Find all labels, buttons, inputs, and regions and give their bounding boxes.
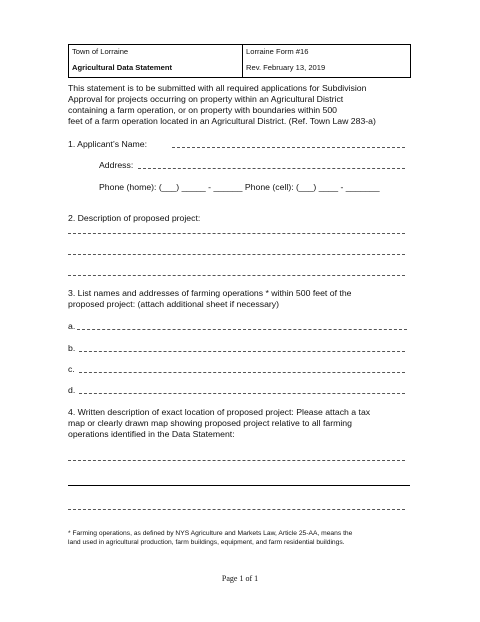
phone-fields[interactable]: Phone (home): (___) _____ - ______ Phone (cell): (___) ____ - _______ <box>99 182 380 192</box>
project-description-line-3[interactable] <box>68 275 405 276</box>
form-header-table <box>68 44 411 78</box>
footnote-line-1: * Farming operations, as defined by NYS Agriculture and Markets Law, Article 25-AA, means the <box>68 530 353 537</box>
town-name: Town of Lorraine <box>69 45 243 61</box>
footnote-line-2: land used in agricultural production, farm buildings, equipment, and farm residential buildings. <box>68 539 345 546</box>
farm-item-c-label: c. <box>68 364 75 374</box>
project-description-label: 2. Description of proposed project: <box>68 213 201 223</box>
project-description-line-1[interactable] <box>68 233 405 234</box>
farm-item-d-label: d. <box>68 385 76 395</box>
location-line-1[interactable] <box>68 460 405 461</box>
farm-item-d-field[interactable] <box>79 393 405 394</box>
location-label-2: map or clearly drawn map showing proposed project relative to all farming <box>68 418 352 428</box>
farm-item-a-label: a. <box>68 321 76 331</box>
intro-line-2: Approval for projects occurring on property within an Agricultural District <box>68 94 344 104</box>
farm-item-b-field[interactable] <box>79 351 405 352</box>
farm-item-b-label: b. <box>68 343 76 353</box>
intro-line-4: feet of a farm operation located in an Agricultural District. (Ref. Town Law 283-a) <box>68 116 376 126</box>
form-number: Lorraine Form #16 <box>246 47 309 56</box>
farm-item-c-field[interactable] <box>79 372 405 373</box>
farm-operations-label-1: 3. List names and addresses of farming operations * within 500 feet of the <box>68 288 352 298</box>
project-description-line-2[interactable] <box>68 254 405 255</box>
applicant-name-label: 1. Applicant’s Name: <box>68 139 148 149</box>
location-divider <box>68 485 410 486</box>
form-title: Agricultural Data Statement <box>69 61 243 77</box>
location-label-1: 4. Written description of exact location of proposed project: Please attach a tax <box>68 407 371 417</box>
intro-line-1: This statement is to be submitted with all required applications for Subdivision <box>68 83 367 93</box>
farm-operations-label-2: proposed project: (attach additional sheet if necessary) <box>68 299 280 309</box>
intro-line-3: containing a farm operation, or on property with boundaries within 500 <box>68 105 337 115</box>
location-label-3: operations identified in the Data Statement: <box>68 429 235 439</box>
address-label: Address: <box>99 160 134 170</box>
location-line-2[interactable] <box>68 509 405 510</box>
page-number: Page 1 of 1 <box>221 574 259 583</box>
form-revision: Rev. February 13, 2019 <box>246 63 326 72</box>
address-field[interactable] <box>138 168 405 169</box>
applicant-name-field[interactable] <box>172 147 405 148</box>
farm-item-a-field[interactable] <box>77 329 407 330</box>
